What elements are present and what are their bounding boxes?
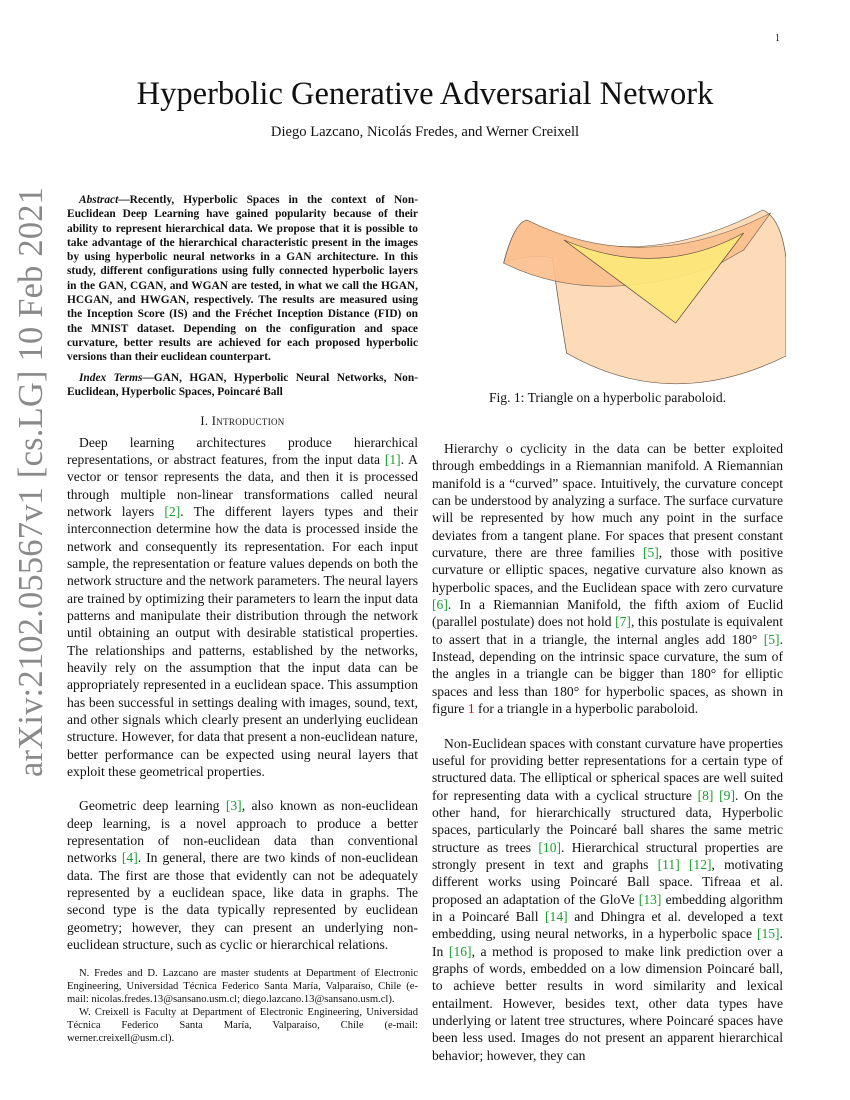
text-run: , this postulate is equivalent to assert that in a triangle, the internal angles add 180°	[432, 614, 783, 647]
text-run: Non-Euclidean spaces with constant curvature have properties useful for providing better representations for a certain type of structured data. The elliptical or spherical spaces are well suited for representing data with a cyclical structure	[432, 735, 783, 803]
citation-link[interactable]: [6]	[432, 597, 448, 613]
figure-hyperbolic-paraboloid	[478, 188, 786, 388]
abstract-paragraph	[67, 193, 418, 365]
paper-title: Hyperbolic Generative Adversarial Network	[136, 76, 714, 112]
text-run: , a method is proposed to make link prediction over a graphs of words, embedded on a low dimension Poincaré ball, to achieve better results in word similarity and lexical entailment. However, besides text, other data types have underlying or latent tree structures, where Poincaré spaces have been less used. Images do not present an apparent hierarchical behavior; however, they can	[432, 943, 783, 1063]
figure-ref-link[interactable]: 1	[467, 701, 475, 717]
citation-link[interactable]: [4]	[121, 850, 138, 866]
citation-link[interactable]: [7]	[615, 614, 631, 630]
text-run: embedding algorithm in a Poincaré Ball	[432, 891, 783, 924]
citation-link[interactable]: [12]	[688, 856, 712, 872]
abstract-label: Abstract	[79, 194, 119, 206]
text-run: Geometric deep learning	[79, 798, 226, 814]
abstract-text: —Recently, Hyperbolic Spaces in the context of Non-Euclidean Deep Learning have gained popularity because of their ability to represent hierarchical data. We propose that it is possible to take advantage of the hierarchical characteristic present in the images by using hyperbolic neural networks in a GAN architecture. In this study, different configurations using fully connected hyperbolic layers in the GAN, CGAN, and WGAN are tested, in what we call the HGAN, HCGAN, and HWGAN, respectively. The results are measured using the Inception Score (IS) and the Fréchet Inception Distance (FID) on the MNIST dataset. Depending on the configuration and space curvature, better results are achieved for each proposed hyperbolic versions than their euclidean counterpart.	[67, 194, 418, 364]
right-column-body	[432, 440, 783, 1064]
text-run: and Dhingra et al. developed a text embedding, using neural networks, in a hyperbolic space	[432, 908, 783, 942]
index-terms	[67, 371, 418, 400]
paragraph	[67, 434, 418, 781]
paragraph	[67, 797, 418, 953]
citation-link[interactable]: [2]	[164, 503, 181, 519]
citation-link[interactable]: [13]	[638, 891, 662, 907]
footnote: N. Fredes and D. Lazcano are master students at Department of Electronic Engineering, Universidad Técnica Federico Santa María, Valparaíso, Chile (e-mail: nicolas.fredes.13@sansano.usm.cl; diego.lazcano.13@sansano.usm.cl).	[67, 968, 418, 1006]
section-title: Introduction	[211, 414, 285, 429]
text-run: . In a Riemannian Manifold, the fifth axiom of Euclid (parallel postulate) does not hold	[432, 597, 783, 630]
text-run: , those with positive curvature or elliptic spaces, negative curvature also known as hyperbolic spaces, and the Euclidean space with zero curvature	[432, 545, 783, 595]
text-run: . Instead, depending on the intrinsic space curvature, the sum of the angles in a triangle can be bigger than 180° for elliptic spaces and less than 180° for hyperbolic spaces, as shown in figure	[432, 631, 783, 717]
page-number: 1	[775, 33, 780, 44]
citation-link[interactable]: [8]	[697, 787, 714, 803]
citation-link[interactable]: [10]	[538, 839, 562, 855]
citation-link[interactable]: [5]	[642, 545, 659, 561]
left-column	[67, 193, 418, 1045]
citation-link[interactable]: [5]	[763, 631, 780, 647]
text-run	[680, 857, 689, 872]
citation-link[interactable]: [1]	[384, 451, 401, 467]
index-terms-text: —GAN, HGAN, Hyperbolic Neural Networks, Non-Euclidean, Hyperbolic Spaces, Poincaré Ball	[67, 371, 418, 398]
citation-link[interactable]: [9]	[719, 787, 735, 803]
citation-link[interactable]: [14]	[545, 908, 568, 924]
text-run: . In	[432, 926, 783, 959]
paragraph	[432, 735, 783, 1065]
arxiv-stamp: arXiv:2102.05567v1 [cs.LG] 10 Feb 2021	[12, 186, 50, 777]
footnotes	[67, 967, 418, 1045]
paragraph	[432, 440, 783, 718]
section-heading	[67, 413, 418, 430]
citation-link[interactable]: [11]	[657, 856, 680, 872]
text-run: Deep learning architectures produce hierarchical representations, or abstract features, from the input data	[67, 434, 418, 467]
text-run: . A vector or tensor represents the data, and then it is processed through multiple non-linear transformations called neural network layers	[67, 451, 418, 519]
text-run: . On the other hand, for hierarchically structured data, Hyperbolic spaces, particularly the Poincaré ball shares the same metric structure as trees	[432, 787, 783, 855]
footnote: W. Creixell is Faculty at Department of Electronic Engineering, Universidad Técnica Federico Santa María, Valparaíso, Chile (e-mail: werner.creixell@usm.cl).	[67, 1007, 418, 1045]
paper-authors: Diego Lazcano, Nicolás Fredes, and Werner Creixell	[270, 124, 580, 140]
abstract	[67, 193, 418, 399]
text-run: , motivating different works using Poincaré Ball space. Tifreaa et al. proposed an adaptation of the GloVe	[432, 856, 784, 907]
text-run: . The different layers types and their interconnection determine how the data is processed inside the network and consequently its representation. For each input sample, the representation or feature values depends on both the network structure and the network parameters. The neural layers are trained by optimizing their parameters to learn the input data patterns and manipulate their distribution through the network until obtaining an output with desirable statistical properties. The relationships and patterns, established by the networks, heavily rely on the assumption that the input data can be appropriately represented in a euclidean space. This assumption has been successful in settings dealing with images, sound, text, and other signals which clearly present an underlying euclidean structure. However, for data that present a non-euclidean nature, better performance can be expected using neural layers that exploit these geometrical properties.	[67, 503, 418, 780]
left-column-body	[67, 434, 418, 954]
text-run: , also known as non-euclidean deep learning, is a novel approach to produce a better representation of non-euclidean data than conventional networks	[67, 798, 419, 866]
citation-link[interactable]: [15]	[756, 926, 780, 942]
citation-link[interactable]: [16]	[448, 943, 472, 959]
figure-caption: Fig. 1: Triangle on a hyperbolic paraboloid.	[488, 390, 727, 405]
index-terms-label: Index Terms	[79, 371, 143, 384]
citation-link[interactable]: [3]	[225, 798, 242, 814]
text-run: . Hierarchical structural properties are strongly present in text and graphs	[432, 839, 783, 872]
text-run: for a triangle in a hyperbolic paraboloid.	[474, 701, 699, 717]
text-run: Hierarchy o cyclicity in the data can be better exploited through embeddings in a Riemannian manifold. A Riemannian manifold is a “curved” space. Intuitively, the curvature concept can be understood by analyzing a surface. The surface curvature will be represented by how much any point in the surface deviates from a tangent plane. For spaces that present constant curvature, there are three families	[432, 441, 783, 561]
right-column	[432, 188, 783, 1064]
section-number: I.	[200, 414, 209, 429]
text-run: . In general, there are two kinds of non-euclidean data. The first are those that evidently can not be adequately represented by a euclidean space, like data in graphs. The second type is the data typically represented by euclidean geometry; however, they can present an underlying non-euclidean structure, such as cyclic or hierarchical relations.	[67, 850, 418, 953]
